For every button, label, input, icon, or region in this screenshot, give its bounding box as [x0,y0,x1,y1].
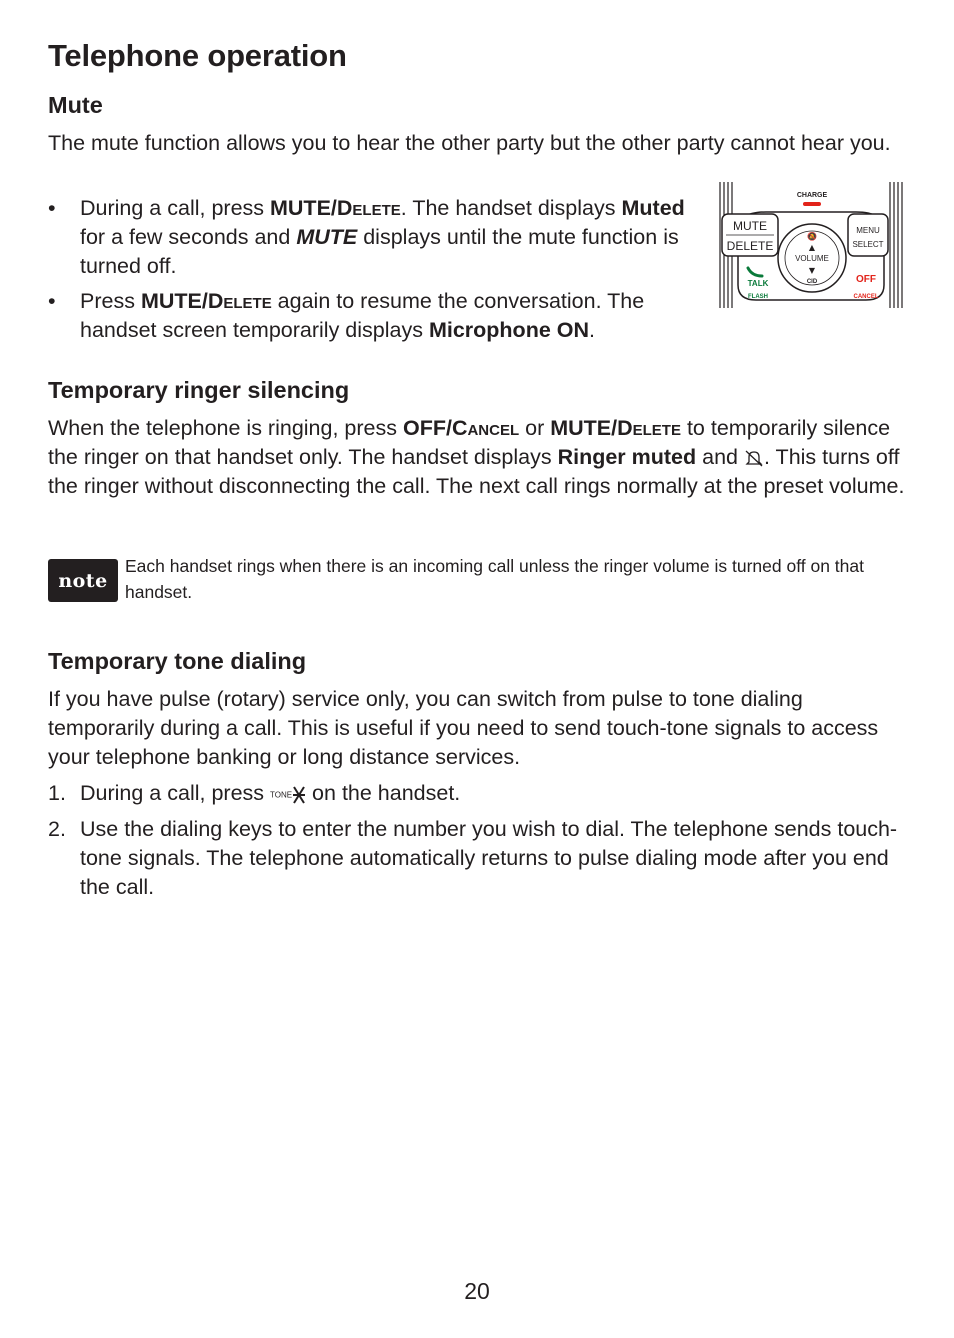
tone-heading: Temporary tone dialing [48,648,307,674]
menu-key-label: MENU [856,226,880,235]
cancel-label: CANCEL [853,294,879,300]
down-arrow-icon: ▼ [808,266,816,275]
mute-key-label: MUTE [733,219,767,233]
select-key-label: SELECT [852,240,884,249]
volume-label: VOLUME [795,254,829,263]
up-arrow-icon: ▲ [808,243,816,252]
ringer-paragraph: When the telephone is ringing, press OFF/Cancel or MUTE/Delete to temporarily silence the ringer on that handset only. The handset displays Ringer muted and . This turns off the ringer without disconnecting the call. The next call rings normally at the preset volume. [48,416,905,498]
tone-intro: If you have pulse (rotary) service only, you can switch from pulse to tone dialing temporarily during a call. This is useful if you need to send touch-tone signals to access your telephone banking or long distance services. [48,687,879,769]
tone-step-1: During a call, press TONE on the handset. [80,781,461,805]
note-text: Each handset rings when there is an incoming call unless the ringer volume is turned off on that handset. [125,556,864,602]
mute-bullet-1: During a call, press MUTE/Delete. The handset displays Muted for a few seconds and MUTE displays until the mute function is turned off. [80,196,685,278]
note-badge: note [48,559,118,602]
mute-intro: The mute function allows you to hear the other party but the other party cannot hear you. [48,131,891,155]
handset-keypad-illustration [716,180,906,310]
step-2-marker: 2. [48,817,66,841]
ringer-muted-icon [744,449,764,467]
charge-label: CHARGE [796,192,828,199]
menu-select-key [848,214,888,256]
charge-led [803,202,821,206]
tone-key-icon: TONE [270,784,306,806]
talk-label: TALK [747,279,769,288]
off-label: OFF [856,274,876,285]
mute-bullet-2: Press MUTE/Delete again to resume the conversation. The handset screen temporarily displays Microphone ON. [80,289,645,342]
step-1-marker: 1. [48,781,66,805]
talk-phone-icon [748,268,762,276]
delete-key-label: DELETE [726,239,774,253]
ringer-heading: Temporary ringer silencing [48,377,350,403]
page-title: Telephone operation [48,38,347,73]
cid-label: CID [806,279,818,285]
bullet-marker: • [48,196,56,220]
ringer-off-icon: 🔕 [807,232,817,241]
mute-heading: Mute [48,92,103,118]
page-number: 20 [464,1278,490,1304]
bullet-marker: • [48,289,56,313]
flash-label: FLASH [748,294,768,300]
tone-step-2: Use the dialing keys to enter the number you wish to dial. The telephone sends touch-tone signals. The telephone automatically returns to pulse dialing mode after you end the call. [80,817,898,899]
